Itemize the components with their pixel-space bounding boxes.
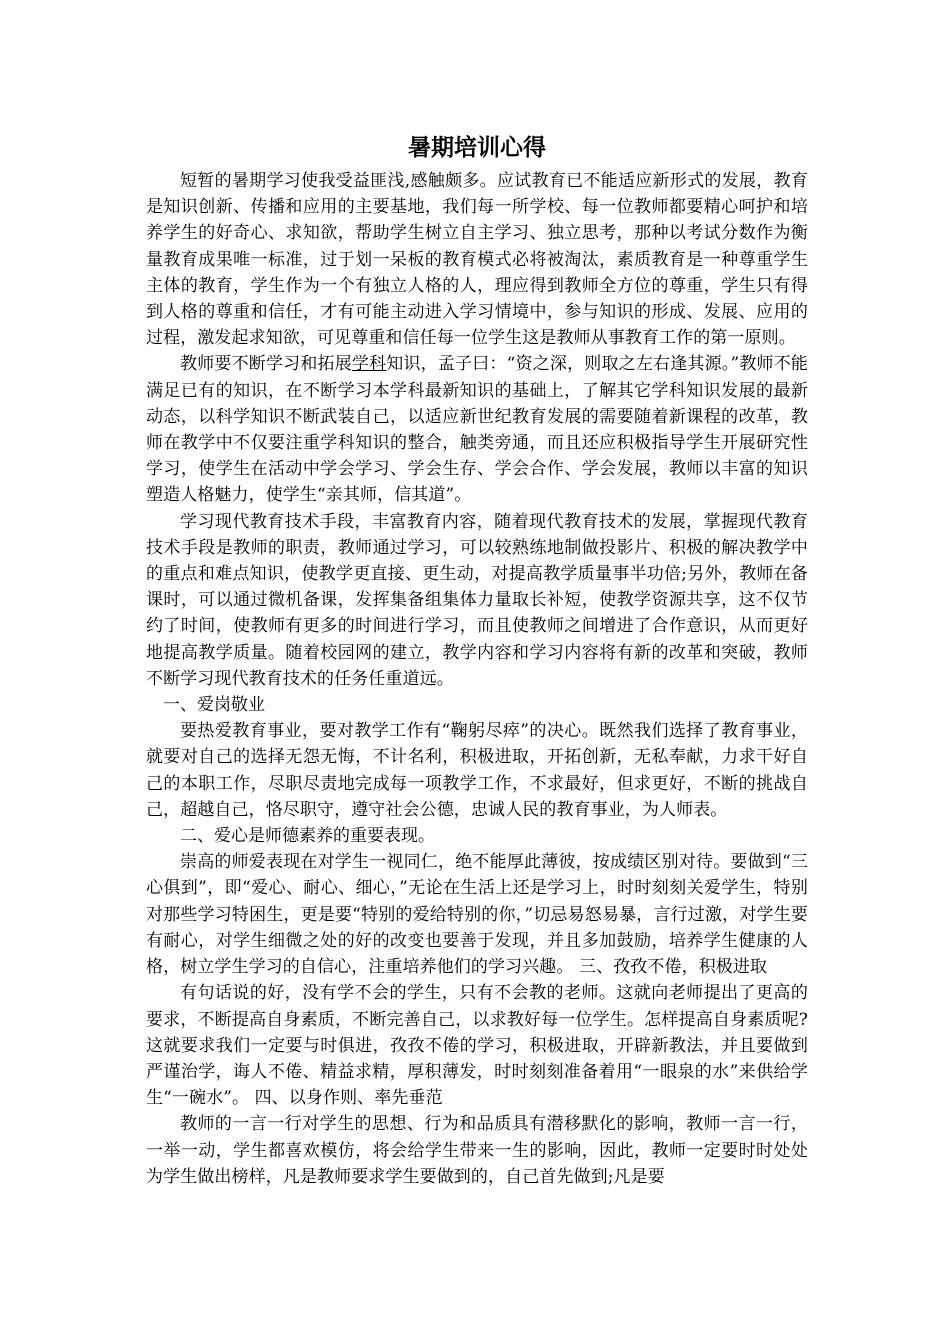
section-heading-1: 一、爱岗敬业 <box>163 695 265 716</box>
paragraph-7: 教师的一言一行对学生的思想、行为和品质具有潜移默化的影响，教师一言一行，一举一动，学生都喜欢模仿，将会给学生带来一生的影响，因此，教师一定要时时处处为学生做出榜样，凡是教师要求学生要做到的，自己首先做到;凡是要 <box>146 1114 808 1187</box>
paragraph-4: 要热爱教育事业，要对教学工作有“鞠躬尽瘁”的决心。既然我们选择了教育事业，就要对自己的选择无怨无悔，不计名利，积极进取，开拓创新，无私奉献，力求干好自己的本职工作，尽职尽责地完成每一项教学工作，不求最好，但求更好，不断的挑战自己，超越自己，恪尽职守，遵守社会公德，忠诚人民的教育事业，为人师表。 <box>146 721 808 820</box>
paragraph-2 <box>146 351 808 508</box>
paragraph-2-text-before: 教师要不断学习和拓展 <box>180 354 352 375</box>
paragraph-5: 崇高的师爱表现在对学生一视同仁，绝不能厚此薄彼，按成绩区别对待。要做到“三心俱到”，即“爱心、耐心、细心，”无论在生活上还是学习上，时时刻刻关爱学生，特别对那些学习特困生，更是要“特别的爱给特别的你，”切忌易怒易暴，言行过激，对学生要有耐心，对学生细微之处的好的改变也要善于发现，并且多加鼓励，培养学生健康的人格，树立学生学习的自信心，注重培养他们的学习兴趣。 三、孜孜不倦，积极进取 <box>146 852 808 978</box>
document-title: 暑期培训心得 <box>408 134 546 161</box>
section-heading-2: 二、爱心是师德素养的重要表现。 <box>180 826 435 847</box>
paragraph-6: 有句话说的好，没有学不会的学生，只有不会教的老师。这就向老师提出了更高的要求，不断提高自身素质，不断完善自己，以求教好每一位学生。怎样提高自身素质呢?这就要求我们一定要与时俱进，孜孜不倦的学习，积极进取，开辟新教法，并且要做到严谨治学，诲人不倦、精益求精，厚积薄发，时时刻刻准备着用“一眼泉的水”来供给学生“一碗水”。 四、以身作则、率先垂范 <box>146 983 808 1109</box>
paragraph-3: 学习现代教育技术手段，丰富教育内容，随着现代教育技术的发展，掌握现代教育技术手段是教师的职责，教师通过学习，可以较熟练地制做投影片、积极的解决教学中的重点和难点知识，使教学更直接、更生动，对提高教学质量事半功倍;另外，教师在备课时，可以通过微机备课，发挥集备组集体力量取长补短，使教学资源共享，这不仅节约了时间，使教师有更多的时间进行学习，而且使教师之间增进了合作意识，从而更好地提高教学质量。随着校园网的建立，教学内容和学习内容将有新的改革和突破，教师不断学习现代教育技术的任务任重道远。 <box>146 511 808 689</box>
paragraph-1: 短暂的暑期学习使我受益匪浅,感触颇多。应试教育已不能适应新形式的发展，教育是知识创新、传播和应用的主要基地，我们每一所学校、每一位教师都要精心呵护和培养学生的好奇心、求知欲，帮助学生树立自主学习、独立思考，那种以考试分数作为衡量教育成果唯一标准，过于划一呆板的教育模式必将被淘汰，素质教育是一种尊重学生主体的教育，学生作为一个有独立人格的人，理应得到教师全方位的尊重，学生只有得到人格的尊重和信任，才有可能主动进入学习情境中，参与知识的形成、发展、应用的过程，激发起求知欲，可见尊重和信任每一位学生这是教师从事教育工作的第一原则。 <box>146 171 808 349</box>
paragraph-2-text-after: 知识，孟子曰：“资之深，则取之左右逢其源。”教师不能满足已有的知识，在不断学习本学科最新知识的基础上，了解其它学科知识发展的最新动态，以科学知识不断武装自己，以适应新世纪教育发展的需要随着新课程的改革，教师在教学中不仅要注重学科知识的整合，触类旁通，而且还应积极指导学生开展研究性学习，使学生在活动中学会学习、学会生存、学会合作、学会发展，教师以丰富的知识塑造人格魅力，使学生“亲其师，信其道”。 <box>146 354 809 506</box>
document-page <box>146 128 808 1190</box>
underlined-term: 学科 <box>351 354 387 375</box>
